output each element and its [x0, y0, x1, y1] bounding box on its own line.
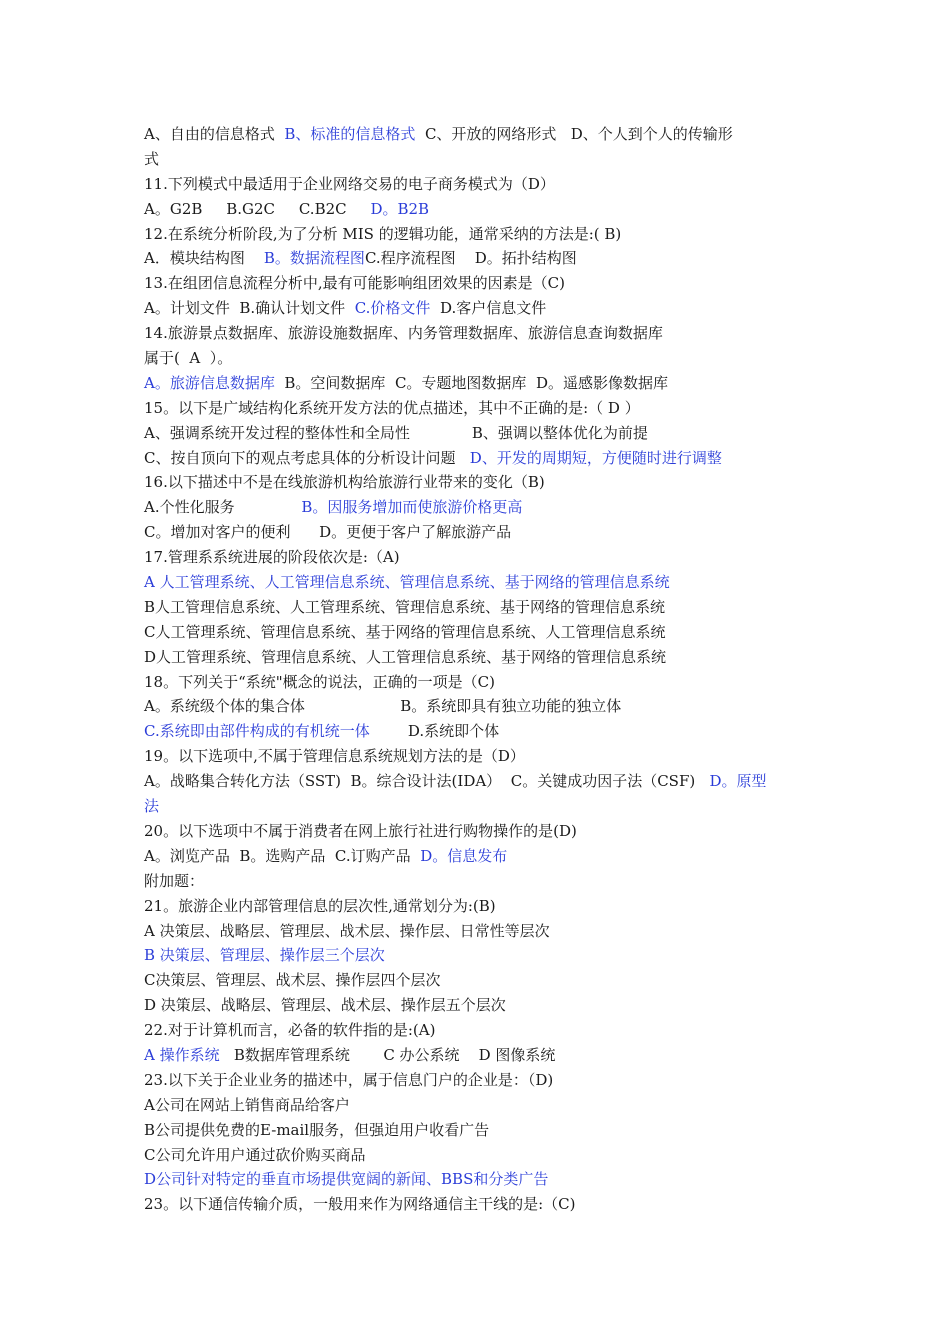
answer-highlight: 法 [144, 797, 160, 816]
text-line [144, 968, 834, 993]
line-text: 式 [144, 149, 160, 168]
line-text: A公司在网站上销售商品给客户 [144, 1095, 350, 1114]
line-text: 属于( A ）。 [144, 349, 233, 368]
text-line [144, 371, 834, 396]
text-line [144, 1192, 834, 1217]
answer-highlight: D。B2B [370, 199, 430, 218]
line-text: A。系统级个体的集合体 B。系统即具有独立功能的独立体 [144, 697, 622, 716]
text-line [144, 321, 834, 346]
text-line [144, 744, 834, 769]
line-text: C。增加对客户的便利 D。更便于客户了解旅游产品 [144, 523, 512, 542]
answer-highlight: B。因服务增加而使旅游价格更高 [301, 498, 523, 517]
line-text: 13.在组团信息流程分析中,最有可能影响组团效果的因素是（C) [144, 274, 565, 293]
text-line [144, 670, 834, 695]
text-line [144, 197, 834, 222]
line-text: 21。旅游企业内部管理信息的层次性,通常划分为:(B) [144, 896, 496, 915]
line-text: C.程序流程图 D。拓扑结构图 [364, 249, 577, 268]
text-line [144, 570, 834, 595]
line-text: 22.对于计算机而言，必备的软件指的是:(A) [144, 1021, 436, 1040]
text-line [144, 421, 834, 446]
text-line [144, 396, 834, 421]
text-line [144, 246, 834, 271]
line-text: 12.在系统分析阶段,为了分析 MIS 的逻辑功能，通常采纳的方法是:( B) [144, 224, 622, 243]
line-text: A.个性化服务 [144, 498, 302, 517]
line-text: 16.以下描述中不是在线旅游机构给旅游行业带来的变化（B) [144, 473, 545, 492]
answer-highlight: D。信息发布 [420, 846, 508, 865]
line-text: B数据库管理系统 C 办公系统 D 图像系统 [219, 1045, 556, 1064]
text-line [144, 271, 834, 296]
text-line [144, 1167, 834, 1192]
answer-highlight: A 操作系统 [144, 1045, 220, 1064]
line-text: A。浏览产品 B。选购产品 C.订购产品 [144, 846, 421, 865]
line-text: 18。下列关于“系统"概念的说法，正确的一项是（C) [144, 672, 495, 691]
text-line [144, 769, 834, 794]
line-text: 11.下列模式中最适用于企业网络交易的电子商务模式为（D） [144, 174, 555, 193]
line-text: D.系统即个体 [369, 722, 500, 741]
text-line [144, 222, 834, 247]
line-text: D.客户信息文件 [430, 299, 547, 318]
text-line [144, 1018, 834, 1043]
line-text: 附加题： [144, 871, 205, 890]
line-text: 19。以下选项中,不属于管理信息系统规划方法的是（D） [144, 747, 525, 766]
line-text: A、强调系统开发过程的整体性和全局性 B、强调以整体优化为前提 [144, 423, 648, 442]
answer-highlight: D、开发的周期短，方便随时进行调整 [469, 448, 722, 467]
answer-highlight: D公司针对特定的垂直市场提供宽阔的新闻、BBS和分类广告 [144, 1170, 549, 1189]
text-line [144, 296, 834, 321]
text-line [144, 1143, 834, 1168]
line-text: A。战略集合转化方法（SST) B。综合设计法(IDA） C。关键成功因子法（CSF) [144, 772, 710, 791]
answer-highlight: C.价格文件 [354, 299, 431, 318]
text-line [144, 1043, 834, 1068]
text-line [144, 869, 834, 894]
answer-highlight: C.系统即由部件构成的有机统一体 [144, 722, 370, 741]
line-text: A．模块结构图 [144, 249, 264, 268]
line-text: C决策层、管理层、战术层、操作层四个层次 [144, 971, 441, 990]
text-line [144, 993, 834, 1018]
answer-highlight: A 人工管理系统、人工管理信息系统、管理信息系统、基于网络的管理信息系统 [144, 573, 670, 592]
text-line [144, 470, 834, 495]
text-line [144, 446, 834, 471]
line-text: B公司提供免费的E-mail服务，但强迫用户收看广告 [144, 1120, 490, 1139]
answer-highlight: D。原型 [709, 772, 767, 791]
line-text: 17.管理系系统进展的阶段依次是:（A) [144, 548, 400, 567]
answer-highlight: B。数据流程图 [263, 249, 365, 268]
line-text: 23.以下关于企业业务的描述中，属于信息门户的企业是：（D) [144, 1070, 554, 1089]
text-line [144, 719, 834, 744]
line-text: A。计划文件 B.确认计划文件 [144, 299, 355, 318]
text-line [144, 819, 834, 844]
text-line [144, 919, 834, 944]
line-text: B。空间数据库 C。专题地图数据库 D。遥感影像数据库 [274, 373, 668, 392]
exam-document [144, 122, 834, 1217]
line-text: D 决策层、战略层、管理层、战术层、操作层五个层次 [144, 996, 506, 1015]
text-line [144, 495, 834, 520]
text-line [144, 794, 834, 819]
line-text: A、自由的信息格式 [144, 125, 285, 143]
text-line [144, 520, 834, 545]
text-line [144, 545, 834, 570]
text-line [144, 943, 834, 968]
text-line [144, 1068, 834, 1093]
text-line [144, 620, 834, 645]
line-text: A 决策层、战略层、管理层、战术层、操作层、日常性等层次 [144, 921, 550, 940]
answer-highlight: B、标准的信息格式 [284, 125, 416, 143]
line-text: B人工管理信息系统、人工管理系统、管理信息系统、基于网络的管理信息系统 [144, 597, 666, 616]
text-line [144, 1093, 834, 1118]
line-text: C、按自顶向下的观点考虑具体的分析设计问题 [144, 448, 470, 467]
answer-highlight: B 决策层、管理层、操作层三个层次 [144, 946, 385, 965]
text-line [144, 595, 834, 620]
line-text: C人工管理系统、管理信息系统、基于网络的管理信息系统、人工管理信息系统 [144, 622, 666, 641]
text-line [144, 844, 834, 869]
text-line [144, 894, 834, 919]
line-text: 20。以下选项中不属于消费者在网上旅行社进行购物操作的是(D) [144, 821, 577, 840]
text-line [144, 694, 834, 719]
line-text: 14.旅游景点数据库、旅游设施数据库、内务管理数据库、旅游信息查询数据库 [144, 324, 663, 343]
line-text: A。G2B B.G2C C.B2C [144, 199, 371, 218]
line-text: C、开放的网络形式 D、个人到个人的传输形 [415, 125, 733, 143]
text-line [144, 645, 834, 670]
answer-highlight: A。旅游信息数据库 [144, 373, 275, 392]
text-line [144, 1118, 834, 1143]
text-line [144, 346, 834, 371]
line-text: C公司允许用户通过砍价购买商品 [144, 1145, 366, 1164]
text-line [144, 172, 834, 197]
text-line [144, 122, 834, 147]
text-line [144, 147, 834, 172]
line-text: 15。以下是广域结构化系统开发方法的优点描述，其中不正确的是:（ D ） [144, 398, 640, 417]
line-text: 23。以下通信传输介质，一般用来作为网络通信主干线的是:（C) [144, 1195, 576, 1214]
line-text: D人工管理系统、管理信息系统、人工管理信息系统、基于网络的管理信息系统 [144, 647, 667, 666]
